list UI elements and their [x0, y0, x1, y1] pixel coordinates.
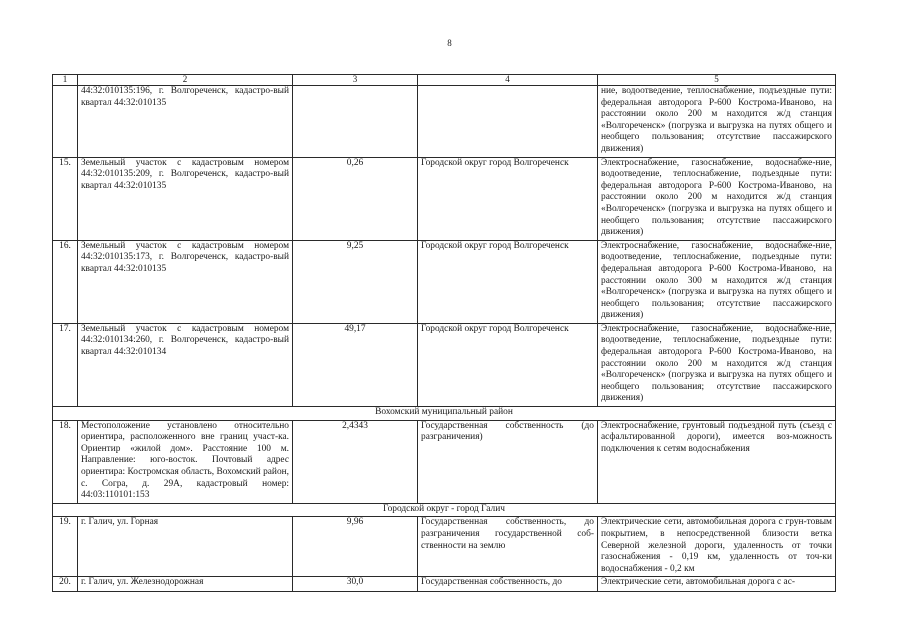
plot-owner: Государственная собственность (до разграничения)	[418, 420, 598, 503]
plot-infrastructure: Электроснабжение, грунтовый подъездной путь (съезд с асфальтированной дороги), имеется воз-можность подключения к сетям водоснабжения	[598, 420, 836, 503]
table-row	[53, 517, 836, 577]
section-row-vokhma	[53, 407, 836, 421]
row-number: 15.	[53, 157, 78, 240]
land-plots-table	[52, 74, 836, 592]
plot-owner: Государственная собственность, до	[418, 577, 598, 592]
plot-owner	[418, 86, 598, 158]
table-row	[53, 157, 836, 240]
plot-owner: Городской округ город Волгореченск	[418, 323, 598, 406]
plot-area: 9,25	[293, 240, 418, 323]
table-header-row	[53, 75, 836, 86]
plot-area: 0,26	[293, 157, 418, 240]
table-row	[53, 577, 836, 592]
plot-description: г. Галич, ул. Железнодорожная	[78, 577, 293, 592]
table-row	[53, 86, 836, 158]
plot-area: 49,17	[293, 323, 418, 406]
plot-description: Земельный участок с кадастровым номером 44:32:010135:173, г. Волгореченск, кадастро-вый квартал 44:32:010135	[78, 240, 293, 323]
header-cell-3: 3	[293, 75, 418, 86]
row-number: 16.	[53, 240, 78, 323]
section-title: Городской округ - город Галич	[53, 503, 836, 517]
plot-owner: Государственная собственность, до разграничения государственной соб-ственности на землю	[418, 517, 598, 577]
plot-owner: Городской округ город Волгореченск	[418, 240, 598, 323]
table-row	[53, 420, 836, 503]
plot-infrastructure: Электроснабжение, газоснабжение, водоснабже-ние, водоотведение, теплоснабжение, подъездные пути: федеральная автодорога Р-600 Кострома-Иваново, на расстоянии около 200 м находится ж/д станция «Волгореченск» (погрузка и выгрузка на путях общего и необщего пользования; отсутствие пассажирского движения)	[598, 323, 836, 406]
plot-description: Земельный участок с кадастровым номером 44:32:010135:209, г. Волгореченск, кадастро-вый квартал 44:32:010135	[78, 157, 293, 240]
plot-description: г. Галич, ул. Горная	[78, 517, 293, 577]
plot-description: Земельный участок с кадастровым номером 44:32:010134:260, г. Волгореченск, кадастро-вый квартал 44:32:010134	[78, 323, 293, 406]
plot-infrastructure: Электроснабжение, газоснабжение, водоснабже-ние, водоотведение, теплоснабжение, подъездные пути: федеральная автодорога Р-600 Кострома-Иваново, на расстоянии около 200 м находится ж/д станция «Волгореченск» (погрузка и выгрузка на путях общего и необщего пользования; отсутствие пассажирского движения)	[598, 157, 836, 240]
table-row	[53, 323, 836, 406]
row-number: 19.	[53, 517, 78, 577]
plot-description: 44:32:010135:196, г. Волгореченск, кадастро-вый квартал 44:32:010135	[78, 86, 293, 158]
plot-owner: Городской округ город Волгореченск	[418, 157, 598, 240]
plot-infrastructure: Электрические сети, автомобильная дорога с ас-	[598, 577, 836, 592]
row-number	[53, 86, 78, 158]
plot-area: 2,4343	[293, 420, 418, 503]
row-number: 17.	[53, 323, 78, 406]
header-cell-2: 2	[78, 75, 293, 86]
table-row	[53, 240, 836, 323]
plot-infrastructure: Электрические сети, автомобильная дорога с грун-товым покрытием, в непосредственной близости ветка Северной железной дороги, удаленность от точки газоснабжения - 0,19 км, удаленность от точ-ки водоснабжения - 0,2 км	[598, 517, 836, 577]
plot-description: Местоположение установлено относительно ориентира, расположенного вне границ участ-ка. Ориентир «жилой дом». Расстояние 100 м. Направление: юго-восток. Почтовый адрес ориентира: Костромская область, Вохомский район, с. Согра, д. 29А, кадастровый номер: 44:03:110101:153	[78, 420, 293, 503]
page-number: 8	[447, 38, 452, 48]
row-number: 18.	[53, 420, 78, 503]
header-cell-1: 1	[53, 75, 78, 86]
plot-area: 9,96	[293, 517, 418, 577]
header-cell-4: 4	[418, 75, 598, 86]
section-title: Вохомский муниципальный район	[53, 407, 836, 421]
header-cell-5: 5	[598, 75, 836, 86]
plot-infrastructure: ние, водоотведение, теплоснабжение, подъездные пути: федеральная автодорога Р-600 Кострома-Иваново, на расстоянии около 200 м находится ж/д станция «Волгореченск» (погрузка и выгрузка на путях общего и необщего пользования; отсутствие пассажирского движения)	[598, 86, 836, 158]
plot-area: 30,0	[293, 577, 418, 592]
row-number: 20.	[53, 577, 78, 592]
plot-infrastructure: Электроснабжение, газоснабжение, водоснабже-ние, водоотведение, теплоснабжение, подъездные пути: федеральная автодорога Р-600 Кострома-Иваново, на расстоянии около 300 м находится ж/д станция «Волгореченск» (погрузка и выгрузка на путях общего и необщего пользования; отсутствие пассажирского движения)	[598, 240, 836, 323]
plot-area	[293, 86, 418, 158]
section-row-galich	[53, 503, 836, 517]
